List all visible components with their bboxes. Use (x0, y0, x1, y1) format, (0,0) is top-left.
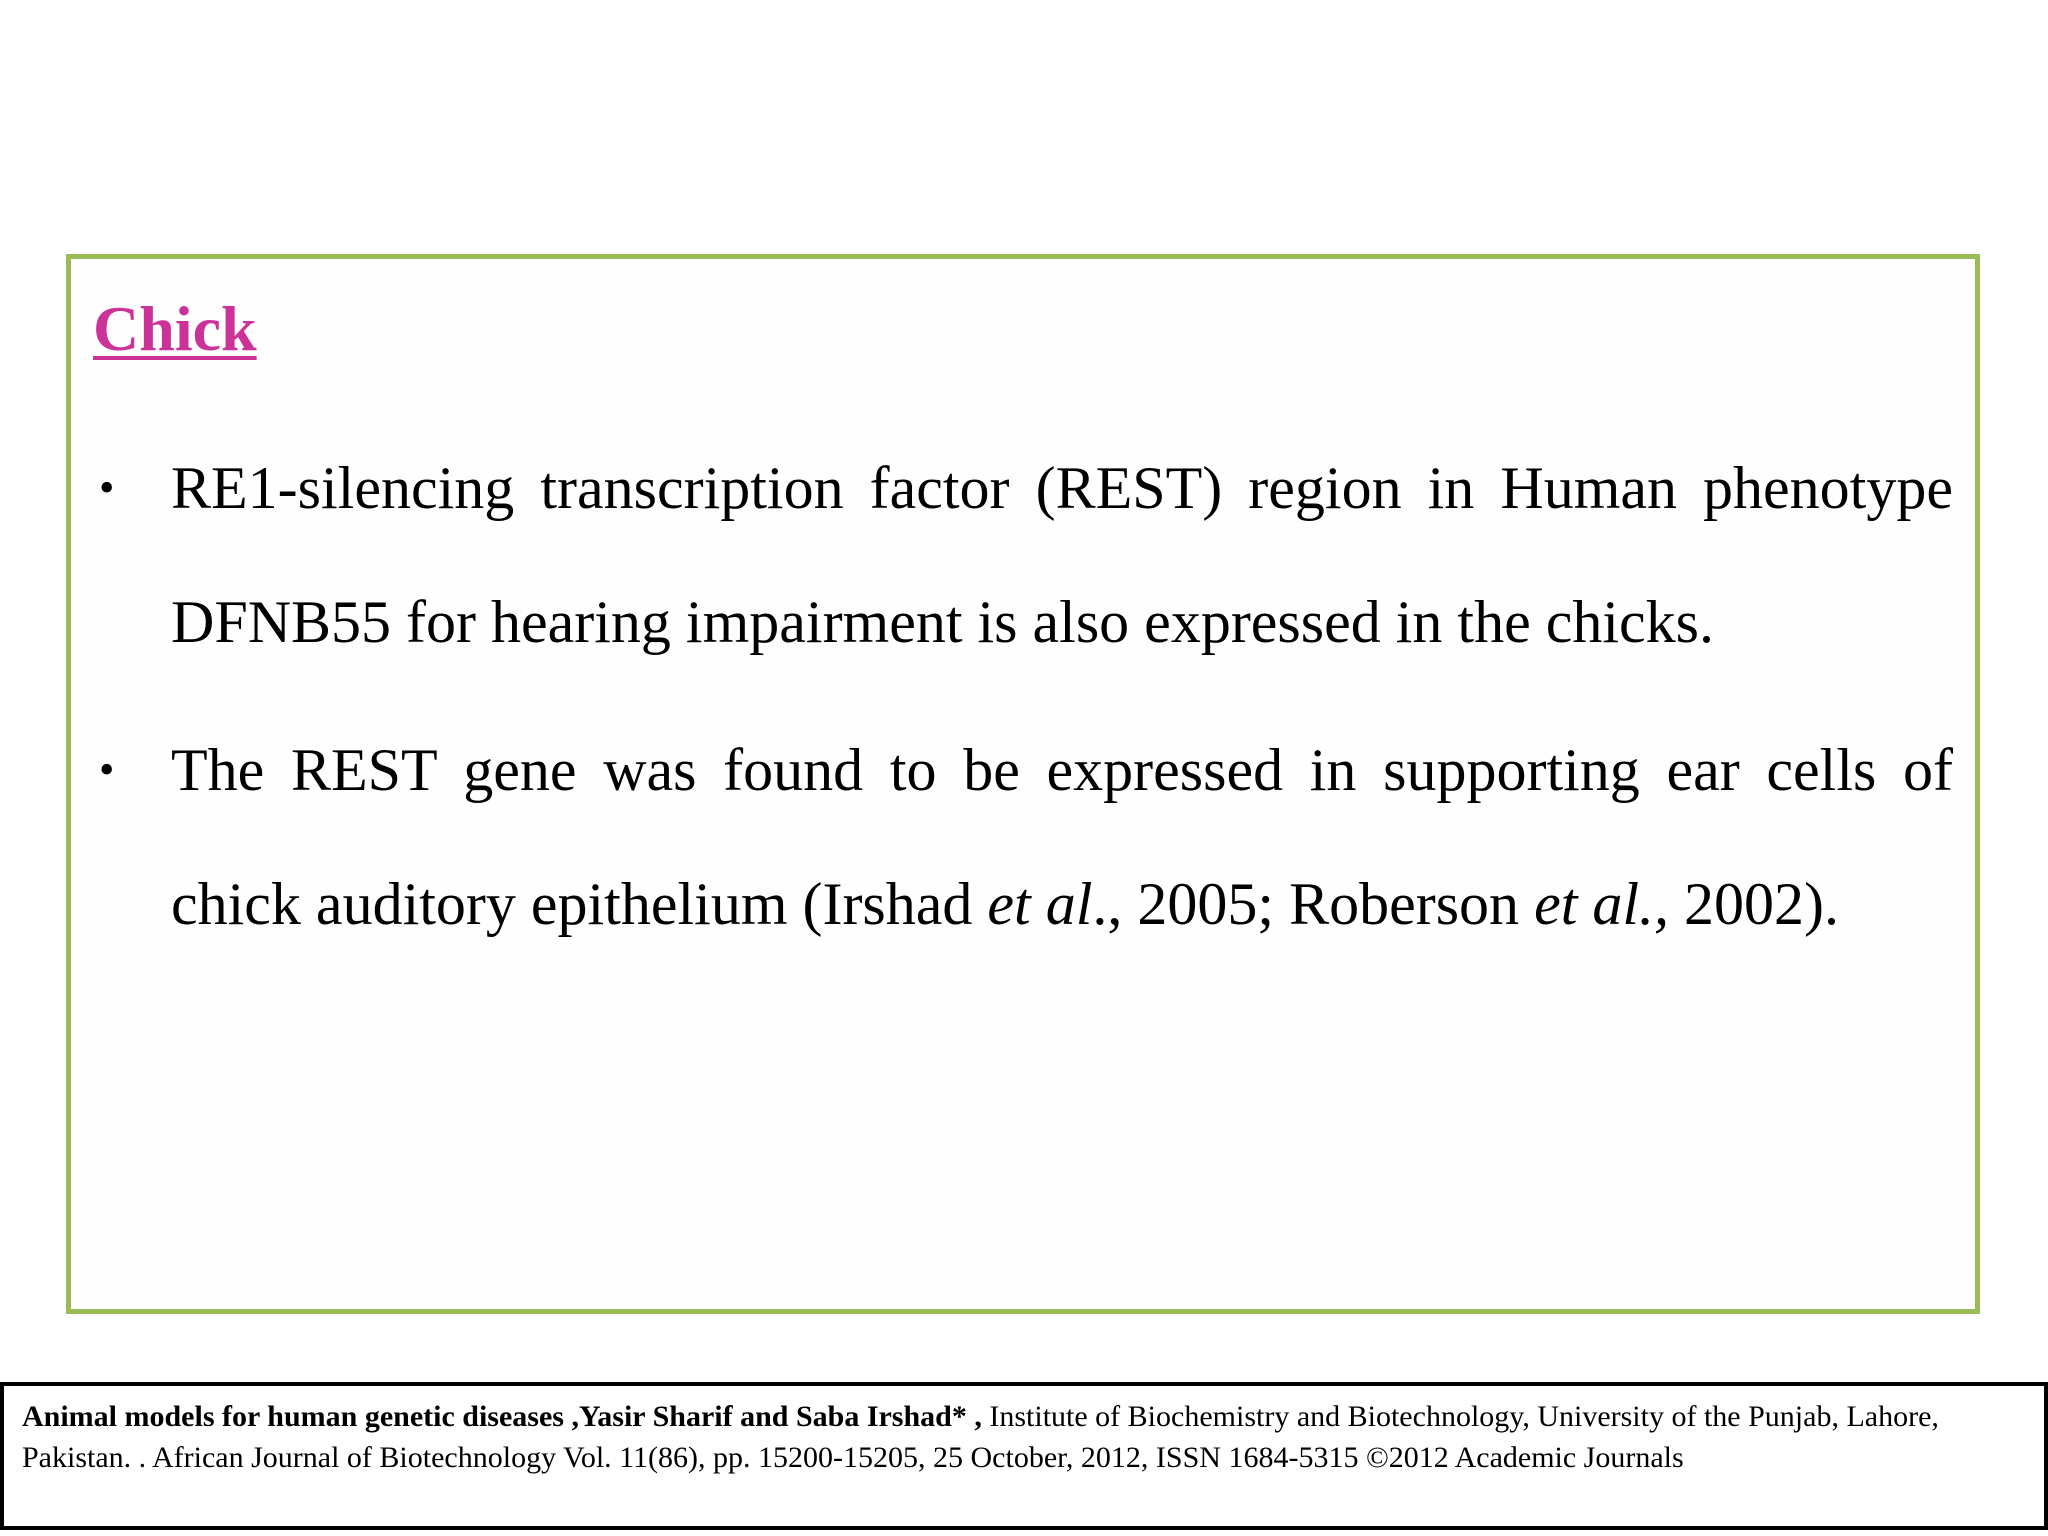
bullet-text-italic: et al (987, 871, 1093, 937)
bullet-text-part: ., 2005; Roberson (1092, 871, 1535, 937)
bullet-text-italic: et al., (1534, 871, 1670, 937)
content-box (66, 254, 1980, 1314)
bullet-icon: • (99, 463, 115, 512)
bullet-text-part: 2002). (1669, 871, 1840, 937)
bullet-text-part: The REST gene was found to be expressed in supporting ear cells of chick auditory epithelium (Irshad (171, 737, 1953, 937)
bullet-item-rest-gene (91, 703, 1953, 971)
citation-title: Animal models for human genetic diseases ,Yasir Sharif and Saba Irshad* , (22, 1400, 982, 1433)
bullet-icon: • (99, 745, 115, 794)
citation-text (22, 1396, 2028, 1478)
bullet-text: RE1-silencing transcription factor (REST) region in Human phenotype DFNB55 for hearing impairment is also expressed in the chicks. (171, 455, 1953, 655)
citation-details: Institute of Biochemistry and Biotechnology, University of the Punjab, Lahore, Pakistan. . African Journal of Biotechnology Vol. 11(86), pp. 15200-15205, 25 October, 2012, ISSN 1684-5315 ©2012 Academic Journals (22, 1400, 1939, 1474)
bullet-item-rest-region (91, 421, 1953, 689)
citation-box (0, 1382, 2048, 1530)
slide-title: Chick (93, 293, 257, 364)
bullet-list (91, 421, 1953, 971)
